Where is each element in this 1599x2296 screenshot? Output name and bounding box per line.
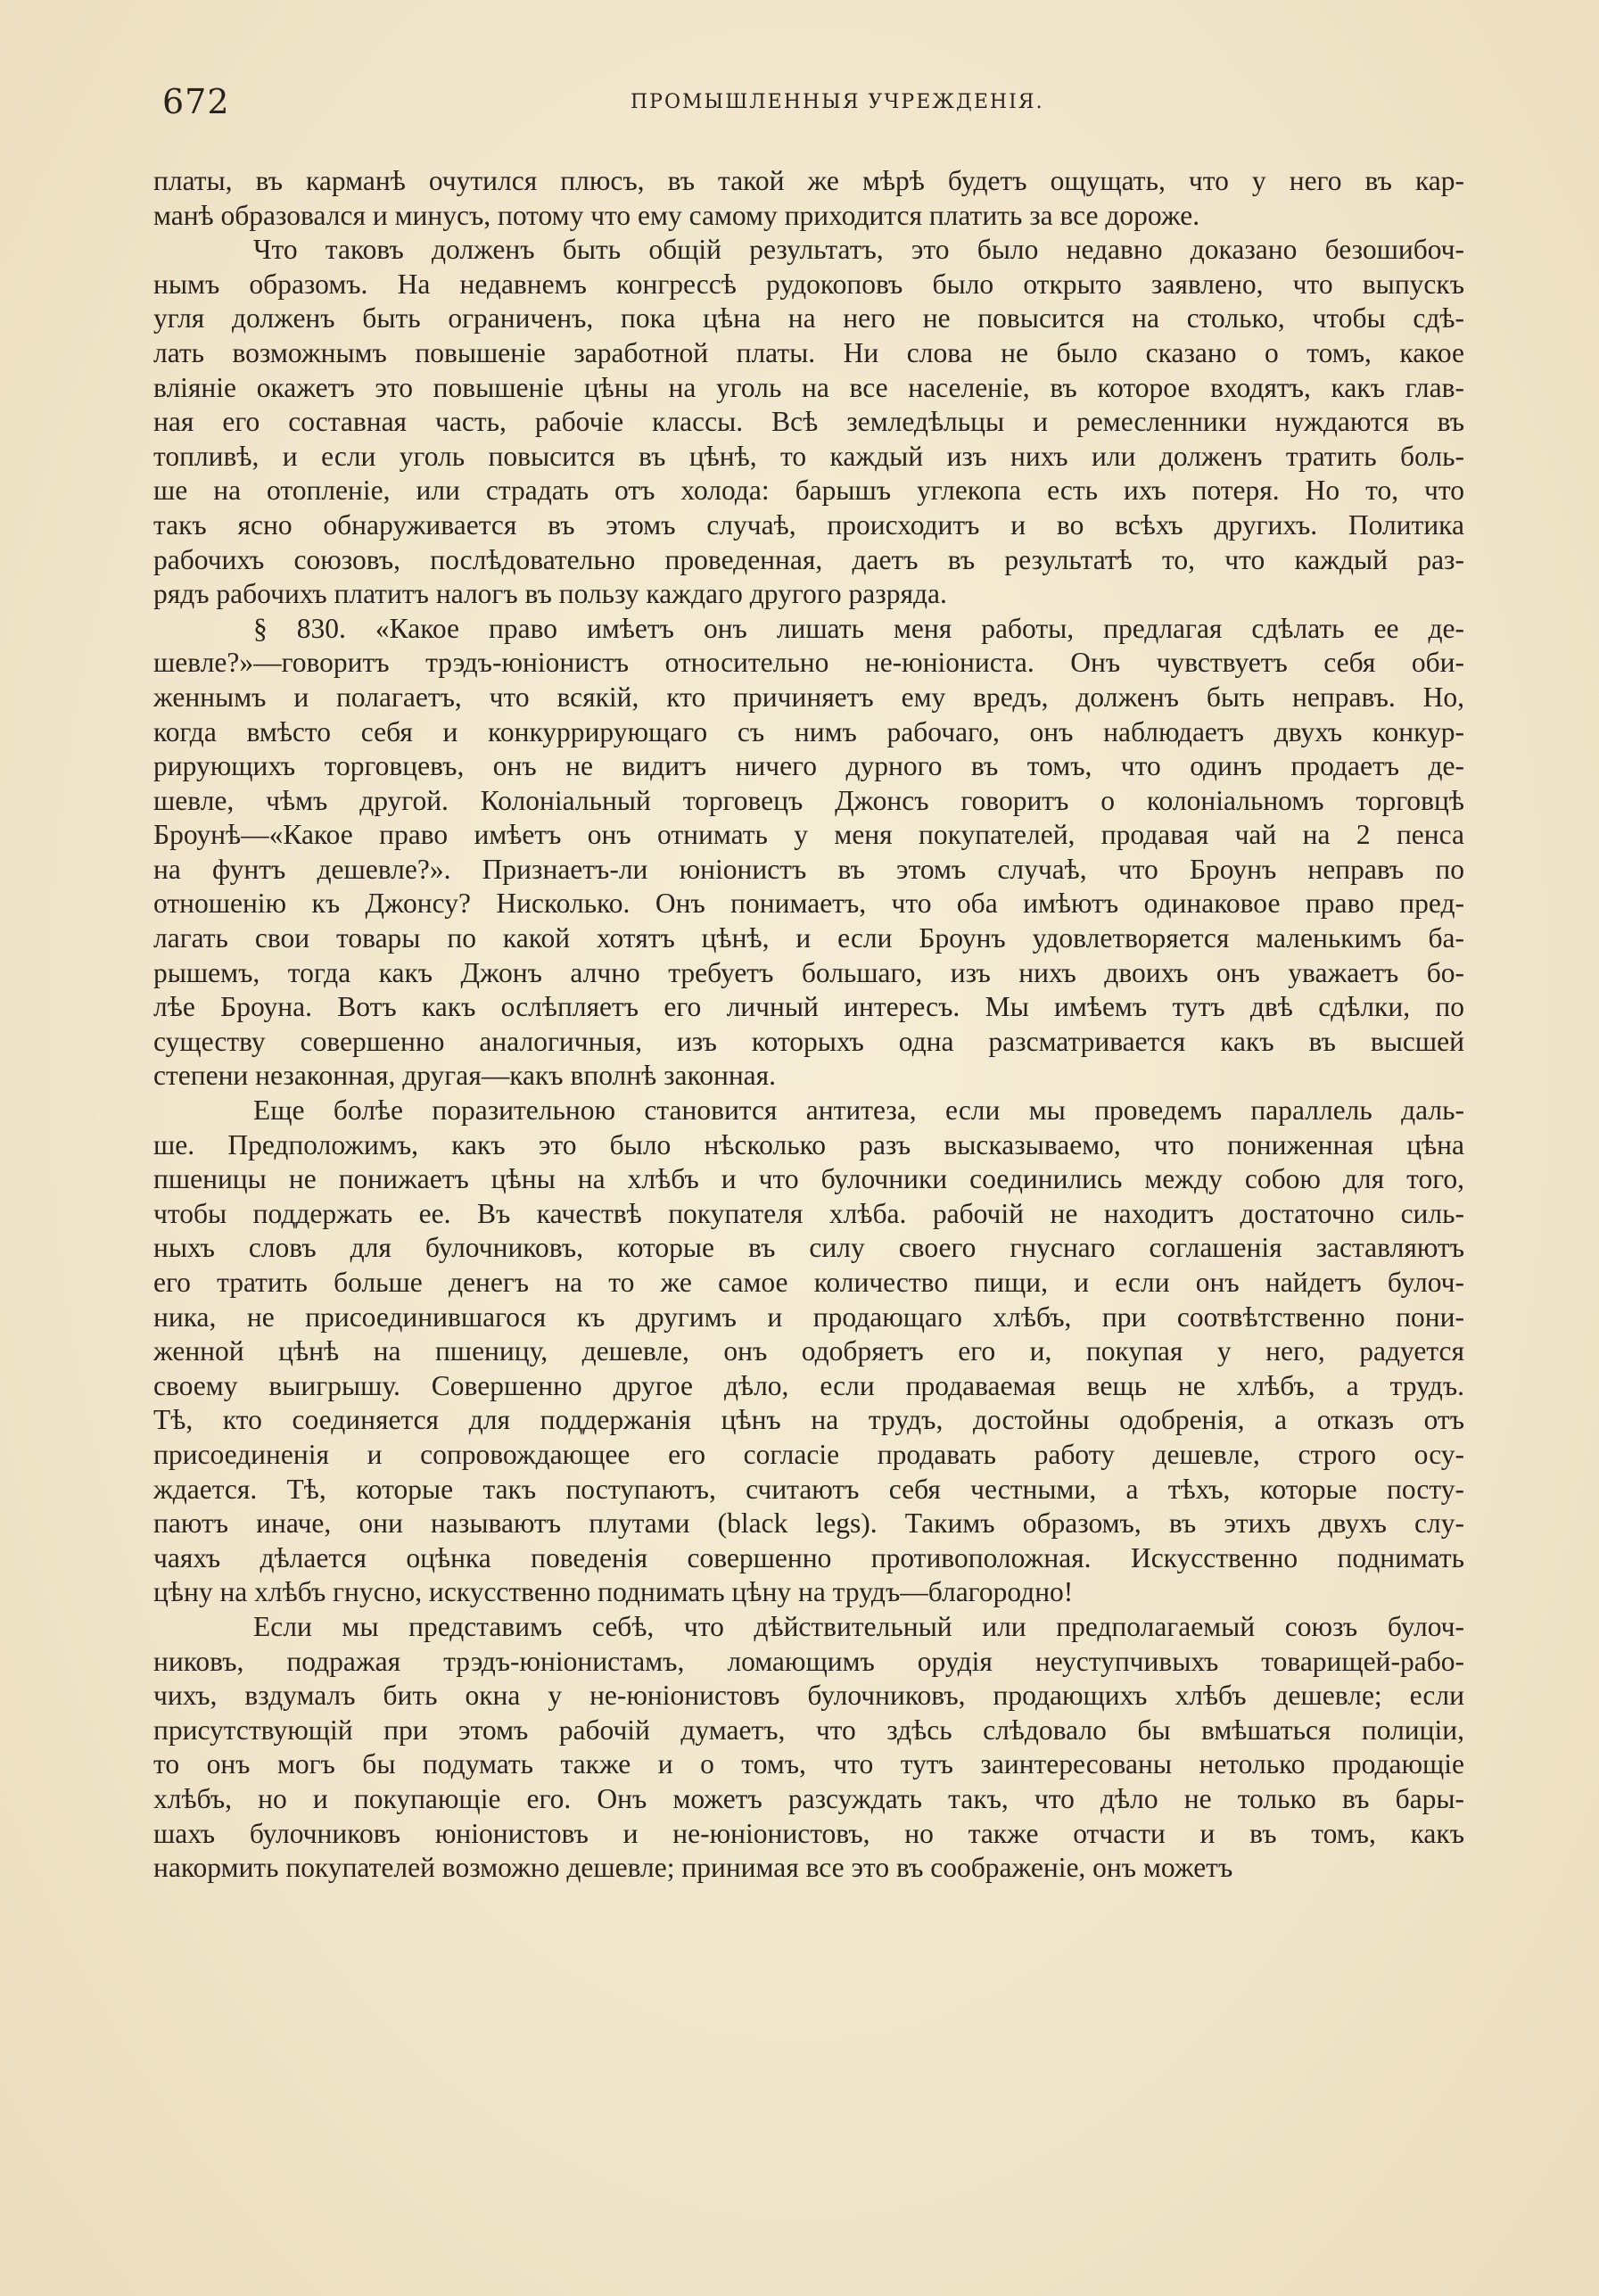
text-line: Тѣ, кто соединяется для поддержанія цѣнъ на трудъ, достойны одобренія, а отказъ отъ bbox=[153, 1404, 1464, 1436]
text-line: Что таковъ долженъ быть общій результатъ, это было недавно доказано безошибоч- bbox=[253, 234, 1464, 266]
text-line: рядъ рабочихъ платитъ налогъ въ пользу каждаго другого разряда. bbox=[153, 578, 947, 610]
text-line: присоединенія и сопровождающее его согласіе продавать работу дешевле, строго осу- bbox=[153, 1438, 1464, 1470]
text-line: ника, не присоединившагося къ другимъ и продающаго хлѣбъ, при соотвѣтственно пони- bbox=[153, 1301, 1464, 1333]
text-line: ше. Предположимъ, какъ это было нѣсколько разъ высказываемо, что пониженная цѣна bbox=[153, 1128, 1464, 1160]
text-line: лѣе Броуна. Вотъ какъ ослѣпляетъ его личный интересъ. Мы имѣемъ тутъ двѣ сдѣлки, по bbox=[153, 991, 1464, 1023]
page-number: 672 bbox=[162, 82, 230, 121]
text-line: отношенію къ Джонсу? Нисколько. Онъ понимаетъ, что оба имѣютъ одинаковое право пред- bbox=[153, 888, 1464, 920]
text-line: хлѣбъ, но и покупающіе его. Онъ можетъ разсуждать такъ, что дѣло не только въ бары- bbox=[153, 1782, 1464, 1814]
text-line: чтобы поддержать ее. Въ качествѣ покупателя хлѣба. рабочій не находитъ достаточно силь- bbox=[153, 1197, 1464, 1229]
text-line: такъ ясно обнаруживается въ этомъ случаѣ, происходитъ и во всѣхъ другихъ. Политика bbox=[153, 508, 1464, 541]
text-line: женной цѣнѣ на пшеницу, дешевле, онъ одобряетъ его и, покупая у него, радуется bbox=[153, 1335, 1464, 1367]
text-line: пшеницы не понижаетъ цѣны на хлѣбъ и что булочники соединились между собою для того, bbox=[153, 1163, 1464, 1195]
text-line: ше на отопленіе, или страдать отъ холода: барышъ углекопа есть ихъ потеря. Но то, что bbox=[153, 475, 1464, 507]
text-line: манѣ образовался и минусъ, потому что ему самому приходится платить за все дороже. bbox=[153, 199, 1200, 231]
text-line: накормить покупателей возможно дешевле; принимая все это въ соображеніе, онъ можетъ bbox=[153, 1852, 1233, 1884]
text-line: своему выигрышу. Совершенно другое дѣло, если продаваемая вещь не хлѣбъ, а трудъ. bbox=[153, 1369, 1464, 1401]
text-line: шевле?»—говоритъ трэдъ-юніонистъ относительно не-юніониста. Онъ чувствуетъ себя оби- bbox=[153, 647, 1464, 679]
text-line: Еще болѣе поразительною становится антитеза, если мы проведемъ параллель даль- bbox=[253, 1094, 1464, 1127]
text-line: присутствующій при этомъ рабочій думаетъ, что здѣсь слѣдовало бы вмѣшаться полиціи, bbox=[153, 1714, 1464, 1746]
text-line: чихъ, вздумалъ бить окна у не-юніонистовъ булочниковъ, продающихъ хлѣбъ дешевле; если bbox=[153, 1680, 1464, 1712]
text-line: существу совершенно аналогичныя, изъ которыхъ одна разсматривается какъ въ высшей bbox=[153, 1025, 1464, 1057]
text-line: рышемъ, тогда какъ Джонъ алчно требуетъ большаго, изъ нихъ двоихъ онъ уважаетъ бо- bbox=[153, 956, 1464, 988]
text-line: вліяніе окажетъ это повышеніе цѣны на уголь на все населеніе, въ которое входятъ, какъ глав- bbox=[153, 371, 1464, 403]
text-line: лагать свои товары по какой хотятъ цѣнѣ, и если Броунъ удовлетворяется маленькимъ ба- bbox=[153, 922, 1464, 954]
text-line: ныхъ словъ для булочниковъ, которые въ силу своего гнуснаго соглашенія заставляютъ bbox=[153, 1232, 1464, 1264]
body-text bbox=[153, 164, 1464, 1886]
text-line: топливѣ, и если уголь повысится въ цѣнѣ, то каждый изъ нихъ или долженъ тратить боль- bbox=[153, 440, 1464, 472]
text-line: Броунѣ—«Какое право имѣетъ онъ отнимать у меня покупателей, продавая чай на 2 пенса bbox=[153, 819, 1464, 851]
paragraph bbox=[153, 164, 1464, 233]
text-line: рабочихъ союзовъ, послѣдовательно проведенная, даетъ въ результатѣ то, что каждый раз- bbox=[153, 543, 1464, 575]
text-line: чаяхъ дѣлается оцѣнка поведенія совершенно противоположная. Искусственно поднимать bbox=[153, 1541, 1464, 1573]
text-line: Если мы представимъ себѣ, что дѣйствительный или предполагаемый союзъ булоч- bbox=[253, 1610, 1464, 1642]
text-line: угля долженъ быть ограниченъ, пока цѣна на него не повысится на столько, чтобы сдѣ- bbox=[153, 302, 1464, 334]
paragraph bbox=[153, 1610, 1464, 1886]
text-line: ждается. Тѣ, которые такъ поступаютъ, считаютъ себя честными, а тѣхъ, которые посту- bbox=[153, 1473, 1464, 1505]
text-line: шевле, чѣмъ другой. Колоніальный торговецъ Джонсъ говоритъ о колоніальномъ торговцѣ bbox=[153, 784, 1464, 816]
text-line: паютъ иначе, они называютъ плутами (black legs). Такимъ образомъ, въ этихъ двухъ слу- bbox=[153, 1507, 1464, 1540]
page-header bbox=[162, 82, 1464, 127]
text-line: на фунтъ дешевле?». Признаетъ-ли юніонистъ въ этомъ случаѣ, что Броунъ неправъ по bbox=[153, 853, 1464, 885]
text-line: нымъ образомъ. На недавнемъ конгрессѣ рудокоповъ было открыто заявлено, что выпускъ bbox=[153, 268, 1464, 300]
paragraph bbox=[153, 612, 1464, 1094]
text-line: его тратить больше денегъ на то же самое количество пищи, и если онъ найдетъ булоч- bbox=[153, 1267, 1464, 1298]
text-line: рирующихъ торговцевъ, онъ не видитъ ничего дурного въ томъ, что одинъ продаетъ де- bbox=[153, 750, 1464, 782]
text-line: никовъ, подражая трэдъ-юніонистамъ, ломающимъ орудія неуступчивыхъ товарищей-рабо- bbox=[153, 1645, 1464, 1677]
text-line: то онъ могъ бы подумать также и о томъ, что тутъ заинтересованы нетолько продающіе bbox=[153, 1748, 1464, 1780]
text-line: ная его составная часть, рабочіе классы. Всѣ земледѣльцы и ремесленники нуждаются въ bbox=[153, 406, 1464, 438]
text-line: платы, въ карманѣ очутился плюсъ, въ такой же мѣрѣ будетъ ощущать, что у него въ кар- bbox=[153, 165, 1464, 196]
text-line: § 830. «Какое право имѣетъ онъ лишать меня работы, предлагая сдѣлать ее де- bbox=[253, 612, 1464, 644]
text-line: степени незаконная, другая—какъ вполнѣ законная. bbox=[153, 1060, 777, 1092]
text-line: лать возможнымъ повышеніе заработной платы. Ни слова не было сказано о томъ, какое bbox=[153, 336, 1464, 368]
paragraph bbox=[153, 1094, 1464, 1610]
text-line: шахъ булочниковъ юніонистовъ и не-юніонистовъ, но также отчасти и въ томъ, какъ bbox=[153, 1817, 1464, 1849]
running-title: ПРОМЫШЛЕННЫЯ УЧРЕЖДЕНІЯ. bbox=[631, 91, 1044, 113]
paragraph bbox=[153, 233, 1464, 612]
text-line: когда вмѣсто себя и конкуррирующаго съ нимъ рабочаго, онъ наблюдаетъ двухъ конкур- bbox=[153, 715, 1464, 747]
text-line: цѣну на хлѣбъ гнусно, искусственно поднимать цѣну на трудъ—благородно! bbox=[153, 1576, 1074, 1608]
text-line: женнымъ и полагаетъ, что всякій, кто причиняетъ ему вредъ, долженъ быть неправъ. Но, bbox=[153, 681, 1464, 713]
